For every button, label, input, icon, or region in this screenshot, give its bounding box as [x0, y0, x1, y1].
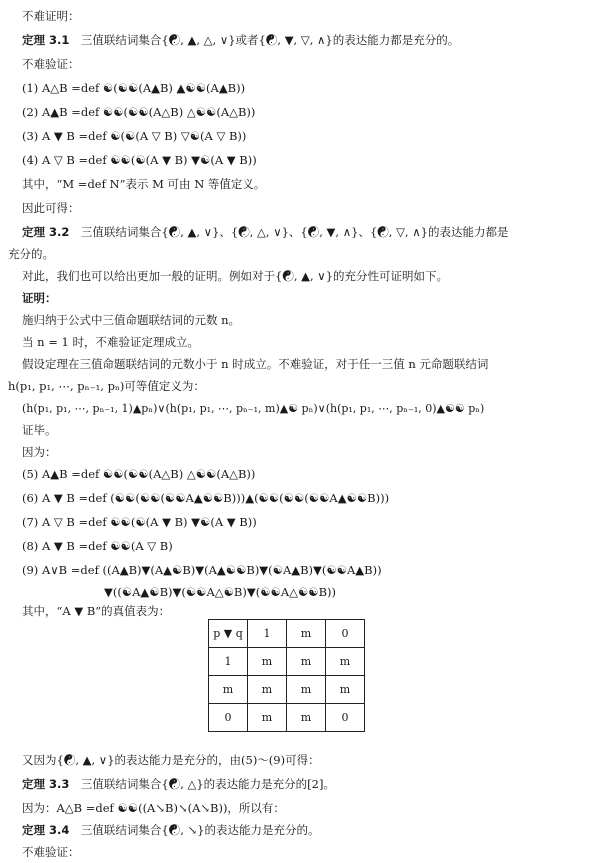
- table-cell: m: [248, 704, 287, 732]
- formula-h: (h(p₁, p₁, ⋯, pₙ₋₁, 1)▲pₙ)∨(h(p₁, p₁, ⋯, pₙ₋₁, m)▲☯ pₙ)∨(h(p₁, p₁, ⋯, pₙ₋₁, 0)▲☯☯ pₙ): [22, 402, 485, 415]
- text-line: 不难证明：: [22, 9, 80, 23]
- formula-5: (5) A▲B =def ☯☯(☯☯(A△B) △☯☯(A△B)): [22, 467, 256, 481]
- table-cell: 0: [326, 704, 365, 732]
- text-line: 因为：: [22, 445, 57, 459]
- truth-table: [208, 619, 365, 732]
- table-cell: 1: [209, 648, 248, 676]
- table-row: [209, 676, 365, 704]
- formula-9-cont: ▼((☯A▲☯B)▼(☯☯A△☯B)▼(☯☯A△☯☯B)): [104, 585, 337, 599]
- formula-2: (2) A▲B =def ☯☯(☯☯(A△B) △☯☯(A△B)): [22, 105, 256, 119]
- proof-label: 证明：: [22, 291, 57, 305]
- text-line: 对此，我们也可以给出更加一般的证明。例如对于{☯, ▲, ∨}的充分性可证明如下。: [22, 269, 449, 283]
- table-cell: m: [326, 676, 365, 704]
- text-line: h(p₁, p₁, ⋯, pₙ₋₁, pₙ)可等值定义为：: [8, 379, 205, 393]
- table-cell: 1: [248, 620, 287, 648]
- table-cell: m: [287, 704, 326, 732]
- table-cell: m: [287, 676, 326, 704]
- table-cell: m: [287, 648, 326, 676]
- theorem-3-3: 定理 3.3 三值联结词集合{☯, △}的表达能力是充分的[2]。: [22, 777, 335, 791]
- text-line: 其中，“A ▼ B”的真值表为：: [22, 604, 171, 618]
- formula-1: (1) A△B =def ☯(☯☯(A▲B) ▲☯☯(A▲B)): [22, 81, 246, 95]
- text-line: 施归纳于公式中三值命题联结词的元数 n。: [22, 313, 241, 327]
- text-line: 因此可得：: [22, 201, 80, 215]
- table-cell: m: [326, 648, 365, 676]
- table-cell: m: [287, 620, 326, 648]
- formula-8: (8) A ▼ B =def ☯☯(A ▽ B): [22, 539, 173, 553]
- formula-9: (9) A∨B =def ((A▲B)▼(A▲☯B)▼(A▲☯☯B)▼(☯A▲B)▼(☯☯A▲B)): [22, 563, 382, 577]
- table-cell: m: [248, 648, 287, 676]
- text-line: 不难验证：: [22, 57, 80, 71]
- text-line: 又因为{☯, ▲, ∨}的表达能力是充分的，由(5)～(9)可得：: [22, 753, 320, 767]
- table-cell: m: [248, 676, 287, 704]
- theorem-3-4: 定理 3.4 三值联结词集合{☯, ↘}的表达能力是充分的。: [22, 823, 320, 837]
- text-line: 证毕。: [22, 423, 57, 437]
- table-cell: m: [209, 676, 248, 704]
- text-line: 当 n = 1 时，不难验证定理成立。: [22, 335, 199, 349]
- formula-6: (6) A ▼ B =def (☯☯(☯☯(☯☯A▲☯☯B)))▲(☯☯(☯☯(☯☯A▲☯☯B))): [22, 491, 390, 505]
- text-line: 充分的。: [8, 247, 54, 261]
- text-line: 假设定理在三值命题联结词的元数小于 n 时成立。不难验证，对于任一三值 n 元命题联结词: [22, 357, 489, 371]
- table-row: [209, 648, 365, 676]
- table-cell: p ▼ q: [209, 620, 248, 648]
- formula-4: (4) A ▽ B =def ☯☯(☯(A ▼ B) ▼☯(A ▼ B)): [22, 153, 257, 167]
- formula-3: (3) A ▼ B =def ☯(☯(A ▽ B) ▽☯(A ▽ B)): [22, 129, 247, 143]
- table-header-row: [209, 620, 365, 648]
- text-line: 其中，“M =def N”表示 M 可由 N 等值定义。: [22, 177, 266, 191]
- text-line: 不难验证：: [22, 845, 80, 859]
- formula-7: (7) A ▽ B =def ☯☯(☯(A ▼ B) ▼☯(A ▼ B)): [22, 515, 257, 529]
- theorem-3-2: 定理 3.2 三值联结词集合{☯, ▲, ∨}、{☯, △, ∨}、{☯, ▼, ∧}、{☯, ▽, ∧}的表达能力都是: [22, 225, 509, 239]
- table-cell: 0: [326, 620, 365, 648]
- table-row: [209, 704, 365, 732]
- text-line: 因为：A△B =def ☯☯((A↘B)↘(A↘B))，所以有：: [22, 801, 285, 815]
- theorem-3-1: 定理 3.1 三值联结词集合{☯, ▲, △, ∨}或者{☯, ▼, ▽, ∧}的表达能力都是充分的。: [22, 33, 460, 47]
- table-cell: 0: [209, 704, 248, 732]
